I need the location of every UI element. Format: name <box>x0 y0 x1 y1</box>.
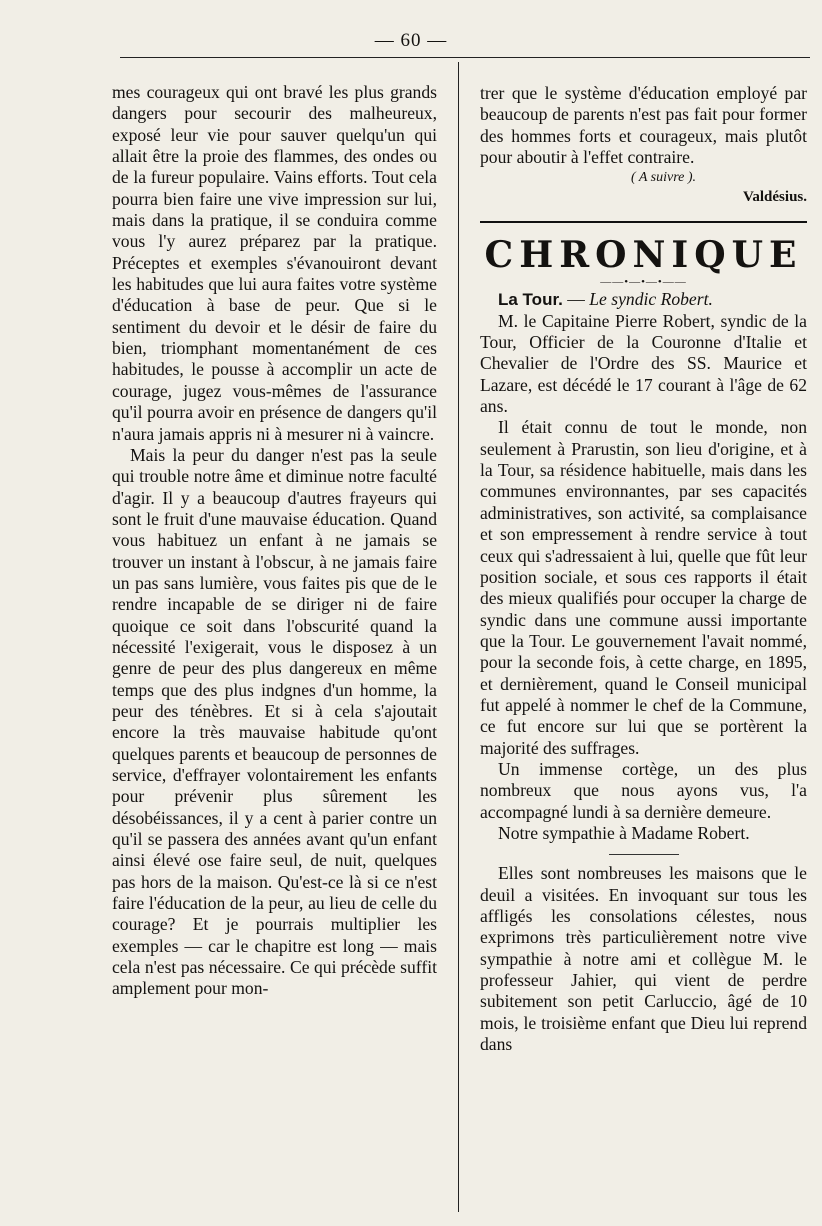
section-title: CHRONIQUE <box>484 234 803 277</box>
left-column <box>112 82 437 1000</box>
author-signature: Valdésius. <box>742 189 807 206</box>
left-paragraph-1: mes courageux qui ont bravé les plus grands dangers pour secourir des malheureux, exposé leur vie pour sauver quelqu'un qui allait être la proie des flammes, des ondes ou de la fureur populaire. Vains efforts. Tout cela pourra bien faire une vive impression sur lui, mais dans la pratique, il se conduira comme vous l'y aurez préparez par la pratique. Préceptes et exemples s'évanouiront devant les habitudes que lui aura faites votre système d'éducation à base de peur. Que si le sentiment du devoir et le désir de faire du bien, triomphant momentanément de ces habitudes, le pousse à accomplir un acte de courage, jugez vous-mêmes de l'assurance qu'il pourra avoir en présence de dangers qu'il n'aura jamais appris ni à mesurer ni à vaincre. <box>112 82 437 444</box>
article-continuation: trer que le système d'éducation employé par beaucoup de parents n'est pas fait pour former des hommes forts et courageux, mais plutôt pour aboutir à l'effet contraire. <box>480 83 807 168</box>
item-paragraph-1: M. le Capitaine Pierre Robert, syndic de la Tour, Officier de la Couronne d'Italie et Chevalier de l'Ordre des SS. Maurice et Lazare, est décédé le 17 courant à l'âge de 62 ans. <box>480 310 807 417</box>
item-paragraph-3: Un immense cortège, un des plus nombreux que nous ayons vus, l'a accompagné lundi à sa dernière demeure. <box>480 758 807 822</box>
item-place: La Tour. <box>498 290 563 310</box>
header-rule <box>120 57 810 58</box>
left-paragraph-2: Mais la peur du danger n'est pas la seule qui trouble notre âme et diminue notre faculté d'agir. Il y a beaucoup d'autres frayeurs qui sont le fruit d'une mauvaise éducation. Quand vous habituez un enfant à ne jamais se trouver un instant à l'obscur, à ne jamais faire un pas sans lumière, vous faites pis que de le rendre incapable de se diriger ni de faire quoique ce soit dans l'obscurité quand la nécessité l'exigerait, vous le disposez à un genre de peur des plus dangereux en même temps que des plus indgnes d'un homme, la peur des ténèbres. Et si à cela s'ajoutait encore la très mauvaise habitude qu'ont quelques parents et beaucoup de personnes de service, d'effrayer volontairement les enfants pour prévenir plus sûrement les désobéissances, il y a cent à parier contre un qu'il se passera des années avant qu'un enfant ainsi élevé ose faire seul, de nuit, quelques pas hors de la maison. Qu'est-ce là si ce n'est faire l'éducation de la peur, au lieu de celle du courage? Et je pourrais multiplier les exemples — car le chapitre est long — mais cela n'est pas nécessaire. Ce qui précède suffit amplement pour mon- <box>112 444 437 999</box>
item-paragraph-2: Il était connu de tout le monde, non seulement à Prarustin, son lieu d'origine, et à la Tour, sa résidence habituelle, mais dans les communes environnantes, par ses capacités administratives, son activité, sa complaisance et son empressement à rendre service à tout ceux qui s'adressaient à lui, quelle que fût leur position sociale, et sous ces rapports il était des mieux qualifiés pour occuper la charge de syndic dans une commune aussi importante que la Tour. Le gouvernement l'avait nommé, pour la seconde fois, à cette charge, en 1895, et dernièrement, quand le Conseil municipal fut appelé à nommer le chef de la Commune, ce fut encore sur lui que se portèrent la majorité des suffrages. <box>480 417 807 758</box>
section-rule <box>480 221 807 223</box>
item-closing: Notre sympathie à Madame Robert. <box>498 822 750 843</box>
item-heading <box>480 289 807 310</box>
column-divider <box>458 62 459 1212</box>
item-separator <box>609 854 679 855</box>
to-follow-note: ( A suivre ). <box>630 170 697 186</box>
page-number: — 60 — <box>374 30 448 51</box>
item-subtitle: Le syndic Robert. <box>589 289 713 310</box>
right-column <box>480 83 807 1055</box>
second-item-paragraph: Elles sont nombreuses les maisons que le deuil a visitées. En invoquant sur tous les affligés les consolations célestes, nous exprimons très particulièrement notre vive sympathie à notre ami et collègue M. le professeur Jahier, qui vient de perdre subitement son petit Carluccio, âgé de 10 mois, le troisième enfant que Dieu lui reprend dans <box>480 863 807 1055</box>
item-dash: — <box>562 289 590 310</box>
title-ornament: ——•—•—•—— <box>600 276 687 289</box>
